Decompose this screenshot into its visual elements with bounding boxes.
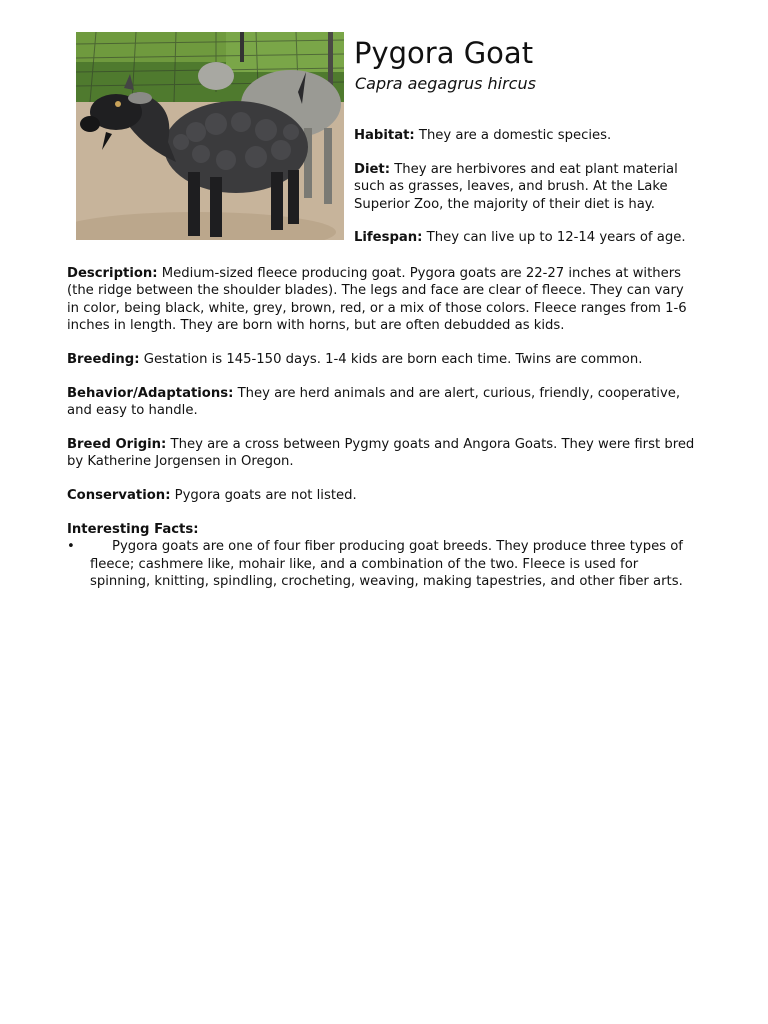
- breed-origin-section: [67, 436, 697, 471]
- side-sections: [354, 127, 700, 263]
- behavior-text: They are herd animals and are alert, curious, friendly, cooperative, and easy to handle.: [67, 385, 681, 419]
- interesting-facts-list: [67, 538, 697, 590]
- diet-label: Diet:: [354, 161, 390, 177]
- diet-text: They are herbivores and eat plant material such as grasses, leaves, and brush. At the Lake Superior Zoo, the majority of their diet is hay.: [354, 161, 678, 212]
- description-section: [67, 265, 697, 335]
- fact-text: Pygora goats are one of four fiber producing goat breeds. They produce three types of fleece; cashmere like, mohair like, and a combination of the two. Fleece is used for spinning, knitting, spindling, crocheting, weaving, making tapestries, and other fiber arts.: [90, 539, 683, 590]
- breeding-label: Breeding:: [67, 352, 140, 368]
- conservation-section: [67, 487, 697, 504]
- breed-origin-label: Breed Origin:: [67, 437, 167, 453]
- description-text: Medium-sized fleece producing goat. Pygora goats are 22-27 inches at withers (the ridge between the shoulder blades). The legs and face are clear of fleece. They can vary in color, being black, white, grey, brown, red, or a mix of those colors. Fleece ranges from 1-6 inches in length. They are born with horns, but are often debudded as kids.: [67, 266, 687, 334]
- conservation-text: Pygora goats are not listed.: [174, 488, 357, 504]
- description-label: Description:: [67, 266, 158, 281]
- lifespan-text: They can live up to 12-14 years of age.: [426, 230, 686, 246]
- lifespan-section: [354, 229, 700, 246]
- goat-illustration: [76, 32, 344, 240]
- main-sections: [67, 265, 697, 591]
- bullet-icon: •: [67, 539, 75, 555]
- interesting-facts-heading: Interesting Facts:: [67, 522, 199, 538]
- breed-origin-text: They are a cross between Pygmy goats and Angora Goats. They were first bred by Katherine Jorgensen in Oregon.: [67, 437, 695, 470]
- habitat-text: They are a domestic species.: [418, 128, 612, 143]
- diet-section: [354, 161, 700, 213]
- list-item: [67, 538, 697, 590]
- habitat-label: Habitat:: [354, 128, 415, 143]
- habitat-section: [354, 127, 700, 144]
- goat-photo: [76, 32, 344, 240]
- breeding-text: Gestation is 145-150 days. 1-4 kids are born each time. Twins are common.: [143, 352, 643, 368]
- scientific-name: Capra aegagrus hircus: [355, 74, 536, 93]
- breeding-section: [67, 351, 697, 368]
- page-title: Pygora Goat: [354, 36, 534, 70]
- behavior-label: Behavior/Adaptations:: [67, 385, 234, 401]
- conservation-label: Conservation:: [67, 488, 171, 504]
- lifespan-label: Lifespan:: [354, 230, 423, 246]
- behavior-section: [67, 385, 697, 420]
